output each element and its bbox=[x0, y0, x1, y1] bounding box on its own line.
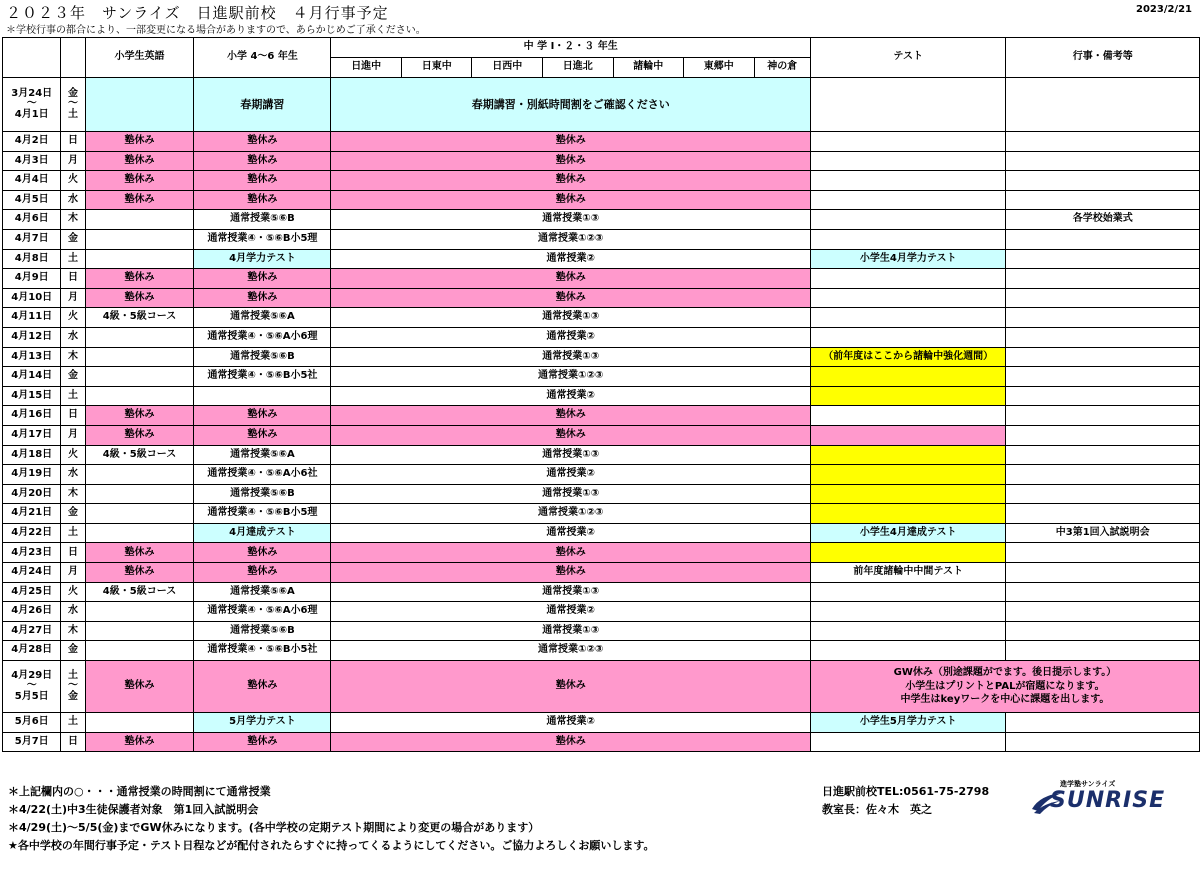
test-cell bbox=[810, 151, 1005, 171]
sho-cell: 塾休み bbox=[194, 543, 331, 563]
eigo-cell: 塾休み bbox=[85, 563, 194, 583]
date-cell: 5月7日 bbox=[3, 732, 61, 752]
dow-cell: 金 bbox=[61, 229, 85, 249]
table-row bbox=[3, 543, 1200, 563]
test-cell bbox=[810, 504, 1005, 524]
col-chu: 中 学 Ⅰ・２・３ 年生 bbox=[331, 38, 811, 58]
chu-cell: 塾休み bbox=[331, 563, 811, 583]
col-school: 日西中 bbox=[472, 58, 543, 78]
event-cell bbox=[1006, 249, 1200, 269]
chu-cell: 通常授業①②③ bbox=[331, 641, 811, 661]
eigo-cell: 塾休み bbox=[85, 151, 194, 171]
event-cell: 各学校始業式 bbox=[1006, 210, 1200, 230]
sho-cell: 春期講習 bbox=[194, 78, 331, 132]
table-row bbox=[3, 386, 1200, 406]
event-cell bbox=[1006, 445, 1200, 465]
date-cell: 4月24日 bbox=[3, 563, 61, 583]
chu-cell: 塾休み bbox=[331, 288, 811, 308]
date-cell: 4月16日 bbox=[3, 406, 61, 426]
eigo-cell bbox=[85, 621, 194, 641]
table-row bbox=[3, 249, 1200, 269]
date-cell: 4月7日 bbox=[3, 229, 61, 249]
test-cell bbox=[810, 386, 1005, 406]
date-cell: 4月28日 bbox=[3, 641, 61, 661]
phone-number: 日進駅前校TEL:0561-75-2798 bbox=[822, 785, 990, 798]
date-cell: 4月4日 bbox=[3, 171, 61, 191]
dow-cell: 金 bbox=[61, 367, 85, 387]
event-cell bbox=[1006, 308, 1200, 328]
eigo-cell bbox=[85, 367, 194, 387]
dow-cell: 日 bbox=[61, 543, 85, 563]
sho-cell: 塾休み bbox=[194, 661, 331, 713]
table-row bbox=[3, 308, 1200, 328]
date-cell: 4月5日 bbox=[3, 190, 61, 210]
eigo-cell bbox=[85, 229, 194, 249]
eigo-cell: 塾休み bbox=[85, 132, 194, 152]
dow-cell: 月 bbox=[61, 151, 85, 171]
eigo-cell bbox=[85, 327, 194, 347]
chu-cell: 塾休み bbox=[331, 406, 811, 426]
gw-note-1: GW休み（別途課題がでます。後日提示します。） bbox=[893, 667, 1117, 679]
event-cell bbox=[1006, 504, 1200, 524]
sho-cell: 4月達成テスト bbox=[194, 523, 331, 543]
event-cell bbox=[1006, 602, 1200, 622]
date-cell: 4月8日 bbox=[3, 249, 61, 269]
eigo-cell: 4級・5級コース bbox=[85, 582, 194, 602]
sho-cell: 塾休み bbox=[194, 269, 331, 289]
date-cell: 4月13日 bbox=[3, 347, 61, 367]
chu-cell: 通常授業② bbox=[331, 386, 811, 406]
event-cell: 中3第1回入試説明会 bbox=[1006, 523, 1200, 543]
schedule-table bbox=[2, 37, 1200, 752]
eigo-cell bbox=[85, 210, 194, 230]
test-cell bbox=[810, 543, 1005, 563]
dow-cell: 金 bbox=[61, 504, 85, 524]
sho-cell: 塾休み bbox=[194, 151, 331, 171]
chu-cell: 通常授業①③ bbox=[331, 308, 811, 328]
event-cell bbox=[1006, 288, 1200, 308]
table-row bbox=[3, 367, 1200, 387]
date-cell: 4月9日 bbox=[3, 269, 61, 289]
chu-cell: 通常授業② bbox=[331, 523, 811, 543]
col-test: テスト bbox=[810, 38, 1005, 78]
table-row bbox=[3, 641, 1200, 661]
gw-row bbox=[3, 661, 1200, 713]
test-cell bbox=[810, 229, 1005, 249]
sho-cell: 通常授業⑤⑥B bbox=[194, 210, 331, 230]
event-cell bbox=[1006, 269, 1200, 289]
sunrise-logo bbox=[1030, 779, 1170, 823]
date-cell: 4月2日 bbox=[3, 132, 61, 152]
chu-cell: 塾休み bbox=[331, 732, 811, 752]
event-cell bbox=[1006, 582, 1200, 602]
table-row bbox=[3, 445, 1200, 465]
eigo-cell bbox=[85, 249, 194, 269]
sho-cell: 5月学力テスト bbox=[194, 713, 331, 733]
sho-cell: 塾休み bbox=[194, 190, 331, 210]
date-cell: 4月11日 bbox=[3, 308, 61, 328]
event-cell bbox=[1006, 367, 1200, 387]
test-cell bbox=[810, 732, 1005, 752]
test-cell bbox=[810, 288, 1005, 308]
event-cell bbox=[1006, 713, 1200, 733]
eigo-cell: 塾休み bbox=[85, 543, 194, 563]
event-cell bbox=[1006, 132, 1200, 152]
chu-cell: 塾休み bbox=[331, 151, 811, 171]
sho-cell: 通常授業⑤⑥A bbox=[194, 445, 331, 465]
table-row bbox=[3, 484, 1200, 504]
footer-line3: ＊4/29(土)～5/5(金)までGW休みになります。(各中学校の定期テスト期間により変更の場合があります） bbox=[8, 821, 540, 834]
event-cell bbox=[1006, 425, 1200, 445]
dow-cell: 日 bbox=[61, 269, 85, 289]
test-cell: （前年度はここから諸輪中強化週間） bbox=[810, 347, 1005, 367]
sho-cell: 通常授業⑤⑥B bbox=[194, 347, 331, 367]
test-cell bbox=[810, 406, 1005, 426]
gw-note-2: 小学生はプリントとPALが宿題になります。 bbox=[905, 680, 1105, 692]
header-blank bbox=[3, 38, 61, 78]
sho-cell: 通常授業⑤⑥A bbox=[194, 308, 331, 328]
date-cell: 5月6日 bbox=[3, 713, 61, 733]
table-row bbox=[3, 132, 1200, 152]
dow-cell: 金 bbox=[61, 641, 85, 661]
table-row bbox=[3, 327, 1200, 347]
event-cell bbox=[1006, 229, 1200, 249]
table-row bbox=[3, 732, 1200, 752]
dow-cell: 木 bbox=[61, 210, 85, 230]
event-cell bbox=[1006, 347, 1200, 367]
eigo-cell bbox=[85, 465, 194, 485]
event-cell bbox=[1006, 78, 1200, 132]
gw-note-cell bbox=[810, 661, 1199, 713]
logo-text: SUNRISE bbox=[1050, 788, 1166, 813]
table-row bbox=[3, 621, 1200, 641]
dow-cell: 土 bbox=[61, 386, 85, 406]
test-cell: 前年度諸輪中中間テスト bbox=[810, 563, 1005, 583]
sho-cell: 通常授業④・⑤⑥B小5社 bbox=[194, 367, 331, 387]
event-cell bbox=[1006, 543, 1200, 563]
col-school: 日東中 bbox=[401, 58, 472, 78]
head-teacher: 教室長：佐々木 英之 bbox=[822, 803, 932, 816]
test-cell bbox=[810, 269, 1005, 289]
col-school: 日進中 bbox=[331, 58, 402, 78]
event-cell bbox=[1006, 386, 1200, 406]
table-row bbox=[3, 347, 1200, 367]
sho-cell: 塾休み bbox=[194, 132, 331, 152]
chu-cell: 通常授業② bbox=[331, 713, 811, 733]
test-cell bbox=[810, 308, 1005, 328]
event-cell bbox=[1006, 151, 1200, 171]
chu-cell: 塾休み bbox=[331, 171, 811, 191]
col-eigo: 小学生英語 bbox=[85, 38, 194, 78]
test-cell bbox=[810, 132, 1005, 152]
date-cell: 3月24日 ～ 4月1日 bbox=[3, 78, 61, 132]
eigo-cell bbox=[85, 347, 194, 367]
test-cell: 小学生4月達成テスト bbox=[810, 523, 1005, 543]
date-cell: 4月17日 bbox=[3, 425, 61, 445]
test-cell bbox=[810, 327, 1005, 347]
table-row bbox=[3, 171, 1200, 191]
col-sho46: 小学 4～6 年生 bbox=[194, 38, 331, 78]
date-cell: 4月12日 bbox=[3, 327, 61, 347]
dow-cell: 月 bbox=[61, 563, 85, 583]
event-cell bbox=[1006, 621, 1200, 641]
date-cell: 4月6日 bbox=[3, 210, 61, 230]
table-row bbox=[3, 190, 1200, 210]
dow-cell: 火 bbox=[61, 445, 85, 465]
date-cell: 4月25日 bbox=[3, 582, 61, 602]
table-row bbox=[3, 465, 1200, 485]
sho-cell: 4月学力テスト bbox=[194, 249, 331, 269]
table-row bbox=[3, 288, 1200, 308]
chu-cell: 通常授業①②③ bbox=[331, 504, 811, 524]
dow-cell: 水 bbox=[61, 465, 85, 485]
chu-cell: 塾休み bbox=[331, 425, 811, 445]
header-blank-dow bbox=[61, 38, 85, 78]
dow-cell: 水 bbox=[61, 190, 85, 210]
footer-line1: ＊上記欄内の○・・・通常授業の時間割にて通常授業 bbox=[8, 785, 271, 798]
table-row bbox=[3, 602, 1200, 622]
date-cell: 4月14日 bbox=[3, 367, 61, 387]
eigo-cell bbox=[85, 713, 194, 733]
eigo-cell: 塾休み bbox=[85, 288, 194, 308]
eigo-cell bbox=[85, 386, 194, 406]
test-cell bbox=[810, 367, 1005, 387]
eigo-cell: 塾休み bbox=[85, 425, 194, 445]
sho-cell: 通常授業④・⑤⑥B小5社 bbox=[194, 641, 331, 661]
sho-cell: 通常授業④・⑤⑥A小6理 bbox=[194, 327, 331, 347]
dow-cell: 土 bbox=[61, 523, 85, 543]
sho-cell: 通常授業④・⑤⑥A小6社 bbox=[194, 465, 331, 485]
dow-cell: 土 ～ 金 bbox=[61, 661, 85, 713]
table-row bbox=[3, 523, 1200, 543]
date-cell: 4月20日 bbox=[3, 484, 61, 504]
event-cell bbox=[1006, 563, 1200, 583]
date-cell: 4月15日 bbox=[3, 386, 61, 406]
sho-cell: 通常授業⑤⑥A bbox=[194, 582, 331, 602]
eigo-cell: 塾休み bbox=[85, 732, 194, 752]
test-cell bbox=[810, 425, 1005, 445]
sho-cell: 通常授業④・⑤⑥A小6理 bbox=[194, 602, 331, 622]
event-cell bbox=[1006, 406, 1200, 426]
table-row bbox=[3, 229, 1200, 249]
dow-cell: 木 bbox=[61, 484, 85, 504]
dow-cell: 火 bbox=[61, 308, 85, 328]
date-cell: 4月3日 bbox=[3, 151, 61, 171]
gw-note-3: 中学生はkeyワークを中心に課題を出します。 bbox=[900, 694, 1110, 706]
table-row bbox=[3, 563, 1200, 583]
chu-cell: 塾休み bbox=[331, 661, 811, 713]
sho-cell bbox=[194, 386, 331, 406]
chu-cell: 通常授業② bbox=[331, 465, 811, 485]
test-cell: 小学生5月学力テスト bbox=[810, 713, 1005, 733]
event-cell bbox=[1006, 641, 1200, 661]
eigo-cell: 塾休み bbox=[85, 661, 194, 713]
dow-cell: 土 bbox=[61, 713, 85, 733]
chu-cell: 塾休み bbox=[331, 269, 811, 289]
chu-cell: 通常授業①③ bbox=[331, 347, 811, 367]
dow-cell: 火 bbox=[61, 171, 85, 191]
col-school: 神の倉 bbox=[754, 58, 810, 78]
chu-cell: 通常授業①③ bbox=[331, 210, 811, 230]
chu-cell: 通常授業①②③ bbox=[331, 367, 811, 387]
table-row bbox=[3, 210, 1200, 230]
dow-cell: 木 bbox=[61, 621, 85, 641]
dow-cell: 月 bbox=[61, 288, 85, 308]
dow-cell: 水 bbox=[61, 602, 85, 622]
test-cell bbox=[810, 445, 1005, 465]
sho-cell: 塾休み bbox=[194, 171, 331, 191]
sho-cell: 塾休み bbox=[194, 406, 331, 426]
eigo-cell: 塾休み bbox=[85, 406, 194, 426]
dow-cell: 火 bbox=[61, 582, 85, 602]
issue-date: 2023/2/21 bbox=[1135, 4, 1192, 15]
dow-cell: 日 bbox=[61, 132, 85, 152]
date-cell: 4月26日 bbox=[3, 602, 61, 622]
event-cell bbox=[1006, 327, 1200, 347]
eigo-cell: 塾休み bbox=[85, 190, 194, 210]
eigo-cell bbox=[85, 78, 194, 132]
dow-cell: 木 bbox=[61, 347, 85, 367]
test-cell bbox=[810, 190, 1005, 210]
col-school: 東郷中 bbox=[684, 58, 755, 78]
dow-cell: 土 bbox=[61, 249, 85, 269]
date-cell: 4月10日 bbox=[3, 288, 61, 308]
sho-cell: 通常授業④・⑤⑥B小5理 bbox=[194, 229, 331, 249]
eigo-cell: 4級・5級コース bbox=[85, 445, 194, 465]
chu-cell: 通常授業② bbox=[331, 327, 811, 347]
chu-cell: 塾休み bbox=[331, 190, 811, 210]
logo-subtitle: 進学塾サンライズ bbox=[1060, 780, 1116, 788]
test-cell bbox=[810, 621, 1005, 641]
test-cell bbox=[810, 465, 1005, 485]
chu-cell: 塾休み bbox=[331, 132, 811, 152]
sho-cell: 通常授業⑤⑥B bbox=[194, 484, 331, 504]
chu-cell: 通常授業①③ bbox=[331, 582, 811, 602]
chu-cell: 通常授業①③ bbox=[331, 484, 811, 504]
chu-cell: 通常授業①③ bbox=[331, 445, 811, 465]
sho-cell: 塾休み bbox=[194, 425, 331, 445]
date-cell: 4月22日 bbox=[3, 523, 61, 543]
date-cell: 4月29日 ～ 5月5日 bbox=[3, 661, 61, 713]
chu-cell: 春期講習・別紙時間割をご確認ください bbox=[331, 78, 811, 132]
col-event: 行事・備考等 bbox=[1006, 38, 1200, 78]
event-cell bbox=[1006, 465, 1200, 485]
date-cell: 4月23日 bbox=[3, 543, 61, 563]
event-cell bbox=[1006, 190, 1200, 210]
eigo-cell bbox=[85, 484, 194, 504]
spring-row bbox=[3, 78, 1200, 132]
dow-cell: 金 ～ 土 bbox=[61, 78, 85, 132]
chu-cell: 通常授業② bbox=[331, 602, 811, 622]
chu-cell: 通常授業①②③ bbox=[331, 229, 811, 249]
sho-cell: 塾休み bbox=[194, 732, 331, 752]
sho-cell: 通常授業⑤⑥B bbox=[194, 621, 331, 641]
table-row bbox=[3, 406, 1200, 426]
eigo-cell bbox=[85, 523, 194, 543]
chu-cell: 通常授業② bbox=[331, 249, 811, 269]
page-title: ２０２３年 サンライズ 日進駅前校 ４月行事予定 bbox=[6, 4, 389, 22]
eigo-cell: 塾休み bbox=[85, 171, 194, 191]
col-school: 諸輪中 bbox=[613, 58, 684, 78]
table-row bbox=[3, 269, 1200, 289]
test-cell: 小学生4月学力テスト bbox=[810, 249, 1005, 269]
test-cell bbox=[810, 484, 1005, 504]
eigo-cell bbox=[85, 602, 194, 622]
date-cell: 4月27日 bbox=[3, 621, 61, 641]
test-cell bbox=[810, 602, 1005, 622]
dow-cell: 月 bbox=[61, 425, 85, 445]
header-note: ＊学校行事の都合により、一部変更になる場合がありますので、あらかじめご了承ください。 bbox=[6, 25, 426, 36]
table-row bbox=[3, 582, 1200, 602]
event-cell bbox=[1006, 732, 1200, 752]
date-cell: 4月21日 bbox=[3, 504, 61, 524]
date-cell: 4月19日 bbox=[3, 465, 61, 485]
eigo-cell: 4級・5級コース bbox=[85, 308, 194, 328]
test-cell bbox=[810, 582, 1005, 602]
sho-cell: 塾休み bbox=[194, 288, 331, 308]
sho-cell: 通常授業④・⑤⑥B小5理 bbox=[194, 504, 331, 524]
event-cell bbox=[1006, 171, 1200, 191]
date-cell: 4月18日 bbox=[3, 445, 61, 465]
col-school: 日進北 bbox=[542, 58, 613, 78]
test-cell bbox=[810, 210, 1005, 230]
eigo-cell bbox=[85, 641, 194, 661]
chu-cell: 通常授業①③ bbox=[331, 621, 811, 641]
dow-cell: 日 bbox=[61, 406, 85, 426]
eigo-cell: 塾休み bbox=[85, 269, 194, 289]
dow-cell: 水 bbox=[61, 327, 85, 347]
table-row bbox=[3, 713, 1200, 733]
table-row bbox=[3, 425, 1200, 445]
test-cell bbox=[810, 171, 1005, 191]
eigo-cell bbox=[85, 504, 194, 524]
footer-line2: ＊4/22(土)中3生徒保護者対象 第1回入試説明会 bbox=[8, 803, 259, 816]
sho-cell: 塾休み bbox=[194, 563, 331, 583]
test-cell bbox=[810, 641, 1005, 661]
event-cell bbox=[1006, 484, 1200, 504]
table-row bbox=[3, 151, 1200, 171]
dow-cell: 日 bbox=[61, 732, 85, 752]
test-cell bbox=[810, 78, 1005, 132]
chu-cell: 塾休み bbox=[331, 543, 811, 563]
table-row bbox=[3, 504, 1200, 524]
footer-line4: ★各中学校の年間行事予定・テスト日程などが配付されたらすぐに持ってくるようにしてください。ご協力よろしくお願いします。 bbox=[8, 839, 655, 852]
